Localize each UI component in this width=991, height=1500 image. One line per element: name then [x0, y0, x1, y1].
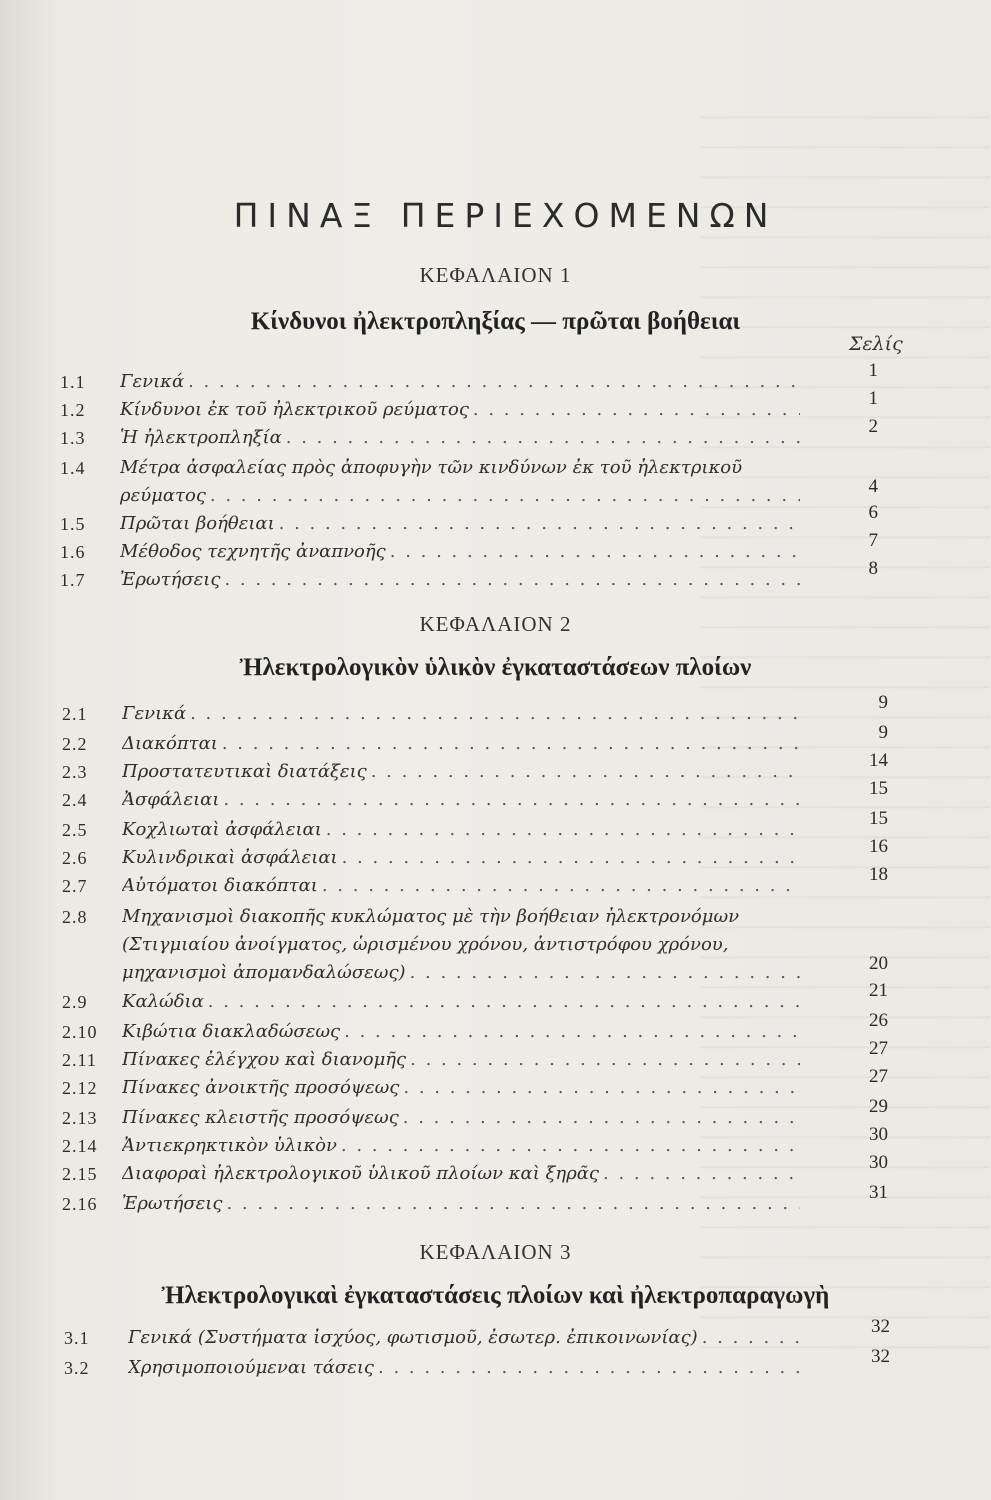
toc-entry-page-number: 15 [869, 808, 888, 829]
toc-entry-number: 2.16 [62, 1194, 98, 1214]
toc-entry-page-number: 1 [868, 388, 878, 409]
leader-dots [224, 566, 800, 594]
toc-entry-text: Ἐρωτήσεις [122, 1193, 223, 1214]
toc-entry-text: Διακόπται [122, 733, 218, 754]
leader-dots [702, 1324, 810, 1352]
toc-entry-page-number: 20 [869, 953, 888, 974]
toc-entry-number: 2.15 [62, 1164, 98, 1184]
toc-entry-page-number: 14 [869, 750, 888, 771]
toc-entry-page-number: 18 [869, 864, 888, 885]
toc-entry-page-number: 29 [869, 1096, 888, 1117]
leader-dots [210, 482, 800, 510]
toc-entry-number: 1.1 [60, 372, 86, 392]
toc-entry-number: 2.6 [62, 848, 88, 868]
toc-entry-number: 2.13 [62, 1108, 98, 1128]
chapter-label: ΚΕΦΑΛΑΙΟΝ 2 [419, 612, 572, 636]
toc-entry-text: μηχανισμοὶ ἀπομανδαλώσεως) [122, 962, 406, 983]
toc-entry-page-number: 31 [869, 1182, 888, 1203]
chapter-title: Ἠλεκτρολογικὸν ὑλικὸν ἐγκαταστάσεων πλοίων [239, 654, 752, 681]
toc-entry-text: (Στιγμιαίου ἀνοίγματος, ὡρισμένου χρόνου, ἀντιστρόφου χρόνου, [122, 934, 729, 955]
toc-entry-page-number: 30 [869, 1124, 888, 1145]
toc-entry-page-number: 15 [869, 778, 888, 799]
leader-dots [378, 1354, 810, 1382]
leader-dots [208, 988, 800, 1016]
toc-entry-page-number: 27 [869, 1038, 888, 1059]
toc-entry-text: Ἀσφάλειαι [122, 789, 220, 810]
toc-entry-number: 2.12 [62, 1078, 98, 1098]
toc-entry-text: Μέτρα ἀσφαλείας πρὸς ἀποφυγὴν τῶν κινδύνων ἐκ τοῦ ἠλεκτρικοῦ [120, 457, 743, 478]
toc-entry-number: 1.3 [60, 428, 86, 448]
toc-entry-page-number: 9 [878, 722, 888, 743]
toc-entry-text: Πίνακες κλειστῆς προσόψεως [122, 1107, 399, 1128]
toc-entry-number: 2.2 [62, 734, 88, 754]
toc-entry-number: 1.4 [60, 458, 86, 478]
toc-entry-number: 2.1 [62, 704, 88, 724]
leader-dots [190, 700, 800, 728]
toc-entry-number: 1.6 [60, 542, 86, 562]
toc-entry-text: Αὐτόματοι διακόπται [122, 875, 318, 896]
toc-entry-text: Ἐρωτήσεις [120, 569, 221, 590]
toc-entry-page-number: 26 [869, 1010, 888, 1031]
toc-entry-page-number: 4 [868, 476, 878, 497]
toc-entry-number: 1.7 [60, 570, 86, 590]
toc-entry-page-number: 1 [868, 360, 878, 381]
leader-dots [410, 1046, 800, 1074]
chapter-label: ΚΕΦΑΛΑΙΟΝ 1 [419, 263, 572, 287]
toc-entry-text: Κίνδυνοι ἐκ τοῦ ἠλεκτρικοῦ ρεύματος [120, 399, 469, 420]
toc-entry-number: 3.2 [64, 1358, 90, 1378]
toc-entry-number: 2.8 [62, 907, 88, 927]
toc-entry-page-number: 2 [868, 416, 878, 437]
leader-dots [410, 959, 800, 987]
toc-entry-text: Μηχανισμοὶ διακοπῆς κυκλώματος μὲ τὴν βοήθειαν ἠλεκτρονόμων [122, 906, 740, 927]
toc-entry-number: 2.5 [62, 820, 88, 840]
toc-entry-text: Ἀντιεκρηκτικὸν ὑλικὸν [122, 1135, 337, 1156]
chapter-title: Κίνδυνοι ἠλεκτροπληξίας — πρῶται βοήθειαι [250, 308, 741, 335]
leader-dots [222, 730, 800, 758]
pages-column-label: Σελίς [849, 333, 903, 355]
leader-dots [286, 424, 800, 452]
toc-entry-text: Κιβώτια διακλαδώσεως [122, 1021, 341, 1042]
chapter-title: Ἠλεκτρολογικαὶ ἐγκαταστάσεις πλοίων καὶ ἠλεκτροπαραγωγὴ [161, 1282, 830, 1309]
chapter-label: ΚΕΦΑΛΑΙΟΝ 3 [419, 1240, 572, 1264]
toc-entry-number: 2.9 [62, 992, 88, 1012]
leader-dots [188, 368, 800, 396]
leader-dots [342, 844, 800, 872]
toc-entry-number: 1.5 [60, 514, 86, 534]
leader-dots [603, 1160, 800, 1188]
toc-entry-page-number: 21 [869, 980, 888, 1001]
toc-entry-number: 1.2 [60, 400, 86, 420]
leader-dots [403, 1074, 800, 1102]
toc-entry-page-number: 6 [868, 502, 878, 523]
leader-dots [344, 1018, 800, 1046]
toc-entry-text: Κοχλιωταὶ ἀσφάλειαι [122, 819, 322, 840]
toc-entry-text: Κυλινδρικαὶ ἀσφάλειαι [122, 847, 338, 868]
toc-entry-number: 3.1 [64, 1328, 90, 1348]
toc-entry-number: 2.14 [62, 1136, 98, 1156]
toc-entry-page-number: 7 [868, 530, 878, 551]
toc-entry-text: Ἡ ἠλεκτροπληξία [120, 427, 282, 448]
document-title: ΠΙΝΑΞ ΠΕΡΙΕΧΟΜΕΝΩΝ [233, 196, 778, 235]
toc-entry-text: Γενικά [120, 371, 185, 392]
toc-entry-number: 2.4 [62, 790, 88, 810]
toc-entry-page-number: 8 [868, 558, 878, 579]
leader-dots [473, 396, 800, 424]
toc-entry-text: Γενικά (Συστήματα ἰσχύος, φωτισμοῦ, ἐσωτερ. ἐπικοινωνίας) [128, 1327, 698, 1348]
toc-entry-text: Διαφοραὶ ἠλεκτρολογικοῦ ὑλικοῦ πλοίων καὶ ξηρᾶς [122, 1163, 600, 1184]
toc-entry-page-number: 16 [869, 836, 888, 857]
toc-entry-page-number: 9 [878, 692, 888, 713]
toc-entry-text: Καλώδια [122, 991, 204, 1012]
toc-entry-text: Χρησιμοποιούμεναι τάσεις [128, 1357, 374, 1378]
toc-entry-text: Μέθοδος τεχνητῆς ἀναπνοῆς [120, 541, 386, 562]
leader-dots [390, 538, 800, 566]
toc-entry-text: Προστατευτικαὶ διατάξεις [122, 761, 367, 782]
leader-dots [341, 1132, 800, 1160]
toc-entry-text: Πίνακες ἀνοικτῆς προσόψεως [122, 1077, 400, 1098]
toc-entry-number: 2.7 [62, 876, 88, 896]
leader-dots [322, 872, 800, 900]
toc-entry-page-number: 32 [871, 1316, 890, 1337]
toc-entry-text: Γενικά [122, 703, 187, 724]
toc-entry-text: Πίνακες ἐλέγχου καὶ διανομῆς [122, 1049, 407, 1070]
leader-dots [223, 786, 800, 814]
toc-entry-page-number: 30 [869, 1152, 888, 1173]
leader-dots [371, 758, 800, 786]
toc-entry-number: 2.10 [62, 1022, 98, 1042]
leader-dots [279, 510, 800, 538]
toc-entry-page-number: 32 [871, 1346, 890, 1367]
toc-entry-text: ρεύματος [120, 485, 206, 506]
toc-entry-page-number: 27 [869, 1066, 888, 1087]
toc-entry-number: 2.11 [62, 1050, 97, 1070]
leader-dots [226, 1190, 800, 1218]
toc-entry-number: 2.3 [62, 762, 88, 782]
toc-entry-text: Πρῶται βοήθειαι [120, 513, 275, 534]
leader-dots [326, 816, 800, 844]
leader-dots [403, 1104, 800, 1132]
